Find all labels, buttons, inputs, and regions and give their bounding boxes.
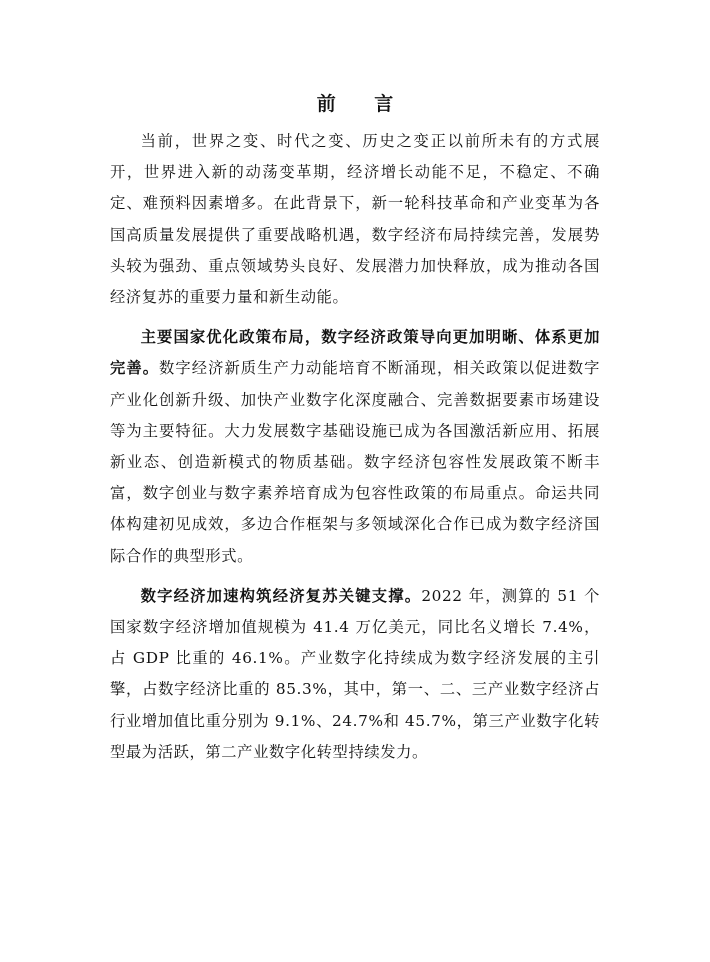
paragraph-2 bbox=[110, 322, 600, 572]
paragraph-1 bbox=[110, 126, 600, 313]
paragraph-3-body: 2022 年，测算的 51 个国家数字经济增加值规模为 41.4 万亿美元，同比名义增长 7.4%，占 GDP 比重的 46.1%。产业数字化持续成为数字经济发展的主引擎，占数字经济比重的 85.3%，其中，第一、二、三产业数字经济占行业增加值比重分别为 9.1%、24.7%和 45.7%，第三产业数字化转型最为活跃，第二产业数字化转型持续发力。 bbox=[110, 586, 601, 761]
paragraph-1-body: 当前，世界之变、时代之变、历史之变正以前所未有的方式展开，世界进入新的动荡变革期，经济增长动能不足，不稳定、不确定、难预料因素增多。在此背景下，新一轮科技革命和产业变革为各国高质量发展提供了重要战略机遇，数字经济布局持续完善，发展势头较为强劲、重点领域势头良好、发展潜力加快释放，成为推动各国经济复苏的重要力量和新生动能。 bbox=[110, 132, 600, 307]
paragraph-3 bbox=[110, 581, 600, 768]
paragraph-3-lead: 数字经济加速构筑经济复苏关键支撑。 bbox=[140, 586, 422, 605]
paragraph-2-body: 数字经济新质生产力动能培育不断涌现，相关政策以促进数字产业化创新升级、加快产业数字化深度融合、完善数据要素市场建设等为主要特征。大力发展数字基础设施已成为各国激活新应用、拓展新业态、创造新模式的物质基础。数字经济包容性发展政策不断丰富，数字创业与数字素养培育成为包容性政策的布局重点。命运共同体构建初见成效，多边合作框架与多领域深化合作已成为数字经济国际合作的典型形式。 bbox=[110, 359, 600, 565]
paragraph-2-lead: 主要国家优化政策布局，数字经济政策导向更加明晰、体系更加完善。 bbox=[110, 328, 600, 378]
page-title: 前 言 bbox=[316, 93, 410, 115]
